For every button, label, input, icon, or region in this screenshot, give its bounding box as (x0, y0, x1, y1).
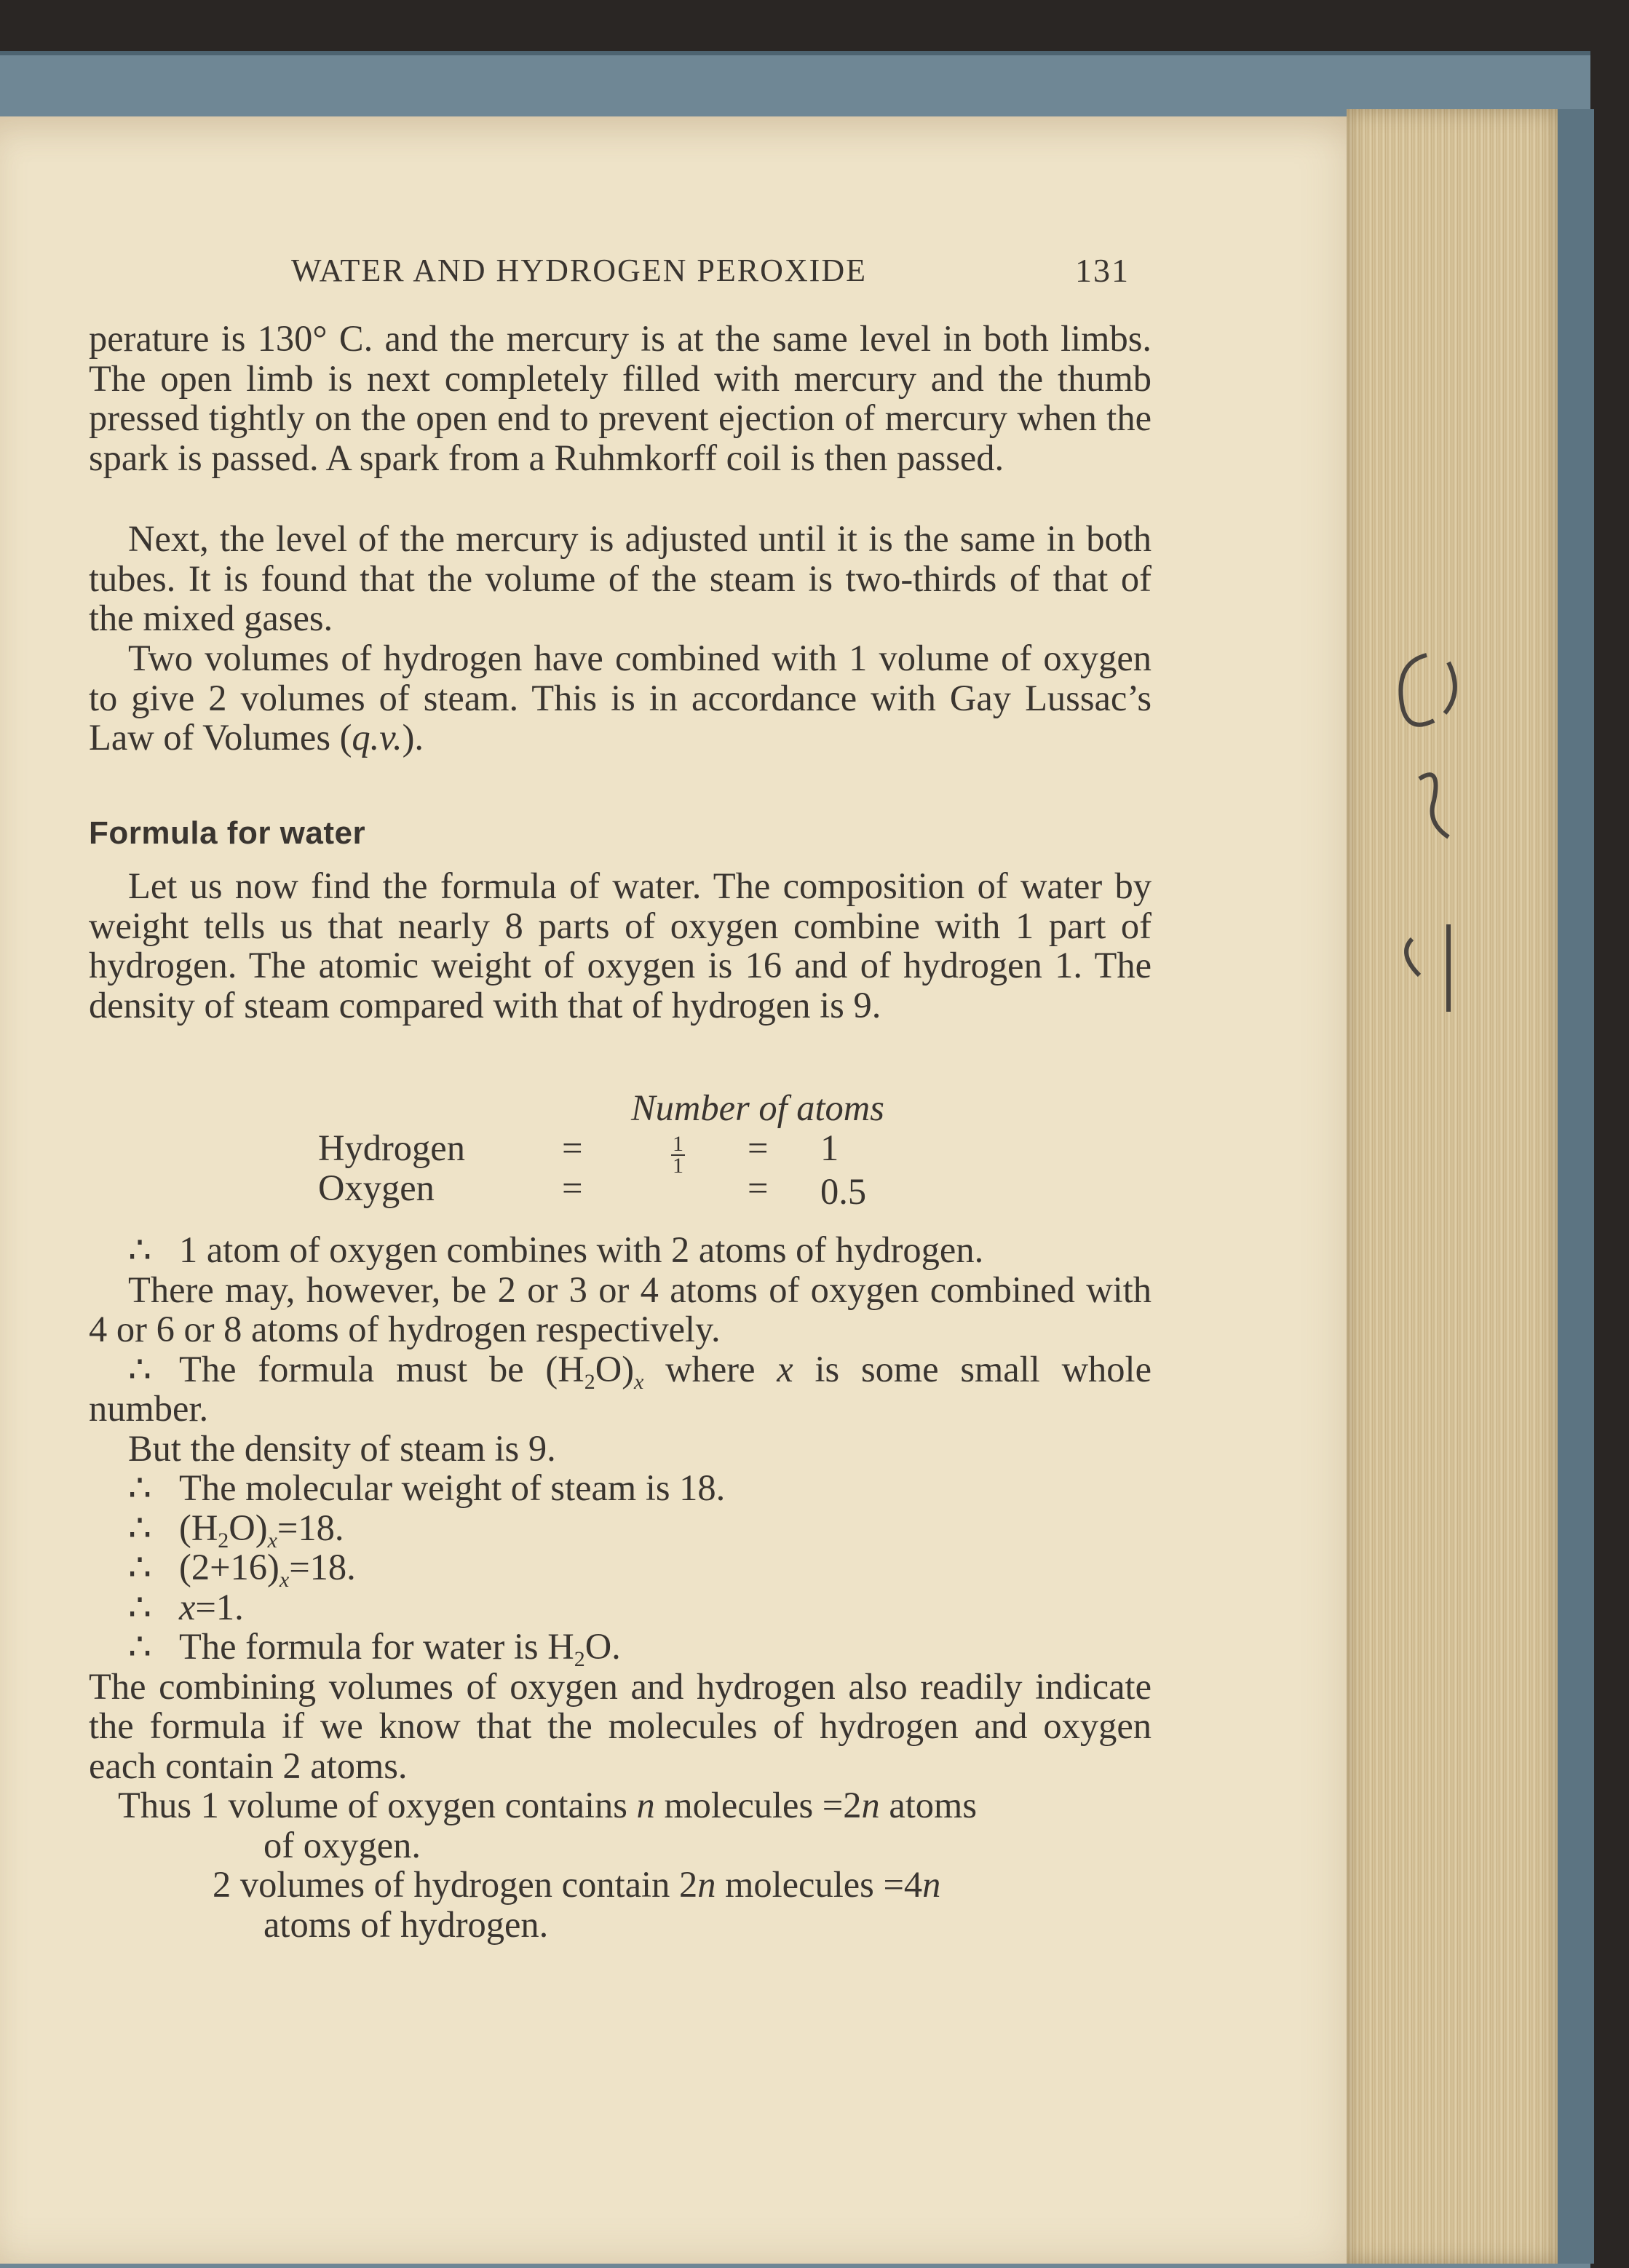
text-run: Thus 1 volume of oxygen contains (118, 1785, 637, 1825)
text-run: =1. (195, 1586, 244, 1627)
equals-sign: = (748, 1167, 769, 1208)
therefore-symbol: ∴ (128, 1467, 152, 1508)
paragraph-4 (89, 866, 1152, 1025)
page-edges (1347, 109, 1558, 2264)
italic-run: n (636, 1785, 655, 1825)
table-row-label: Oxygen (318, 1167, 435, 1208)
subscript: x (267, 1528, 277, 1553)
density-line: But the density of steam is 9. (128, 1427, 556, 1469)
subscript: x (279, 1568, 290, 1592)
subscript: 2 (584, 1369, 595, 1394)
italic-run: x (777, 1348, 793, 1389)
text-run: =18. (289, 1547, 356, 1587)
subscript: x (634, 1369, 644, 1394)
paragraph-6 (89, 1349, 1152, 1429)
derivation (89, 1230, 1152, 1944)
therefore-symbol: ∴ (128, 1626, 152, 1667)
italic-run: n (697, 1864, 716, 1905)
text-run: Two volumes of hydrogen have combined with 1 volume of oxygen to give 2 volumes of steam. This is in accordance with Gay Lussac’s Law of Volumes ( (89, 638, 1152, 758)
thus-line-1-cont: of oxygen. (263, 1824, 421, 1865)
paragraph-text: perature is 130° C. and the mercury is at the same level in both limbs. The open limb is next completely filled with mercury and the thumb pressed tightly on the open end to prevent ejection of mercury when the spark is passed. A spark from a Ruhmkorff coil is then passed. (89, 318, 1152, 478)
text-run: atoms (879, 1785, 977, 1825)
text-run: O. (584, 1626, 621, 1667)
derivation-line (89, 1230, 1152, 1270)
page-number: 131 (1075, 252, 1130, 289)
table-header: Number of atoms (631, 1087, 884, 1128)
derivation-line (89, 1507, 1152, 1553)
derivation-line (89, 1468, 1152, 1508)
paragraph-7: The combining volumes of oxygen and hydrogen also readily indicate the formula if we know that the molecules of hydrogen and oxygen each contain 2 atoms. (89, 1665, 1152, 1786)
italic-run: n (922, 1864, 941, 1905)
pencil-scribble-icon (1383, 633, 1499, 1041)
paragraph-3 (89, 638, 1152, 758)
fraction-numerator: 1 (673, 1132, 683, 1157)
derivation-line (89, 1587, 1152, 1627)
therefore-symbol: ∴ (128, 1507, 152, 1548)
derivation-line (89, 1547, 1152, 1592)
text-run: O) (595, 1348, 635, 1389)
text-run: (H (179, 1507, 218, 1548)
text-run: =18. (277, 1507, 344, 1548)
therefore-symbol: ∴ (128, 1586, 152, 1627)
paragraph-2 (89, 519, 1152, 638)
text-run: O) (229, 1507, 268, 1548)
section-heading: Formula for water (89, 815, 366, 851)
text-run: where (643, 1348, 777, 1389)
paragraph-text (89, 638, 1152, 758)
therefore-symbol: ∴ (128, 1348, 152, 1389)
derivation-line (89, 1626, 1152, 1671)
italic-run: n (861, 1785, 880, 1825)
running-title: WATER AND HYDROGEN PEROXIDE (291, 253, 867, 288)
text-run: 2 volumes of hydrogen contain 2 (213, 1864, 698, 1905)
text-run: The formula must be (H (179, 1348, 584, 1389)
therefore-symbol: ∴ (128, 1547, 152, 1587)
paragraph-text: Let us now find the formula of water. The composition of water by weight tells us that nearly 8 parts of oxygen combine with 1 part of hydrogen. The atomic weight of oxygen is 16 and of hydrogen 1. The density of steam compared with that of hydrogen is 9. (89, 865, 1152, 1026)
thus-line-2-cont: atoms of hydrogen. (263, 1903, 549, 1945)
subscript: 2 (574, 1647, 585, 1671)
section-heading-block (89, 814, 1152, 854)
equals-sign: = (562, 1167, 583, 1208)
therefore-symbol: ∴ (128, 1229, 152, 1270)
book-spine (1558, 109, 1594, 2264)
running-header (89, 251, 1152, 295)
text-run: (2+16) (179, 1547, 280, 1587)
equals-sign: = (748, 1127, 769, 1168)
italic-run: q.v. (352, 717, 403, 758)
text-run: molecules =4 (716, 1864, 923, 1905)
atoms-table (89, 1088, 1152, 1219)
line-text: 1 atom of oxygen combines with 2 atoms of hydrogen. (179, 1229, 984, 1270)
thus-line-2 (89, 1865, 1152, 1905)
paragraph-1 (89, 319, 1152, 477)
table-value: 1 (820, 1127, 839, 1168)
pencil-marks (1383, 633, 1499, 1041)
text-run: The formula for water is H (179, 1626, 574, 1667)
line-text: The molecular weight of steam is 18. (179, 1467, 726, 1508)
table-row-label: Hydrogen (318, 1127, 465, 1168)
italic-run: x (179, 1586, 196, 1627)
text-run: molecules =2 (654, 1785, 862, 1825)
paragraph-5: There may, however, be 2 or 3 or 4 atoms of oxygen combined with 4 or 6 or 8 atoms of hydrogen respectively. (89, 1269, 1152, 1349)
text-run: ). (402, 717, 424, 758)
table-value: 0.5 (820, 1171, 867, 1212)
equals-sign: = (562, 1127, 583, 1168)
thus-line-1 (89, 1785, 1152, 1825)
fraction-denominator: 1 (673, 1154, 683, 1178)
paragraph-text: Next, the level of the mercury is adjusted until it is the same in both tubes. It is found that the volume of the steam is two-thirds of that of the mixed gases. (89, 518, 1152, 638)
fraction (671, 1132, 685, 1176)
subscript: 2 (218, 1528, 229, 1553)
text-run: is some small whole number. (89, 1348, 1152, 1429)
